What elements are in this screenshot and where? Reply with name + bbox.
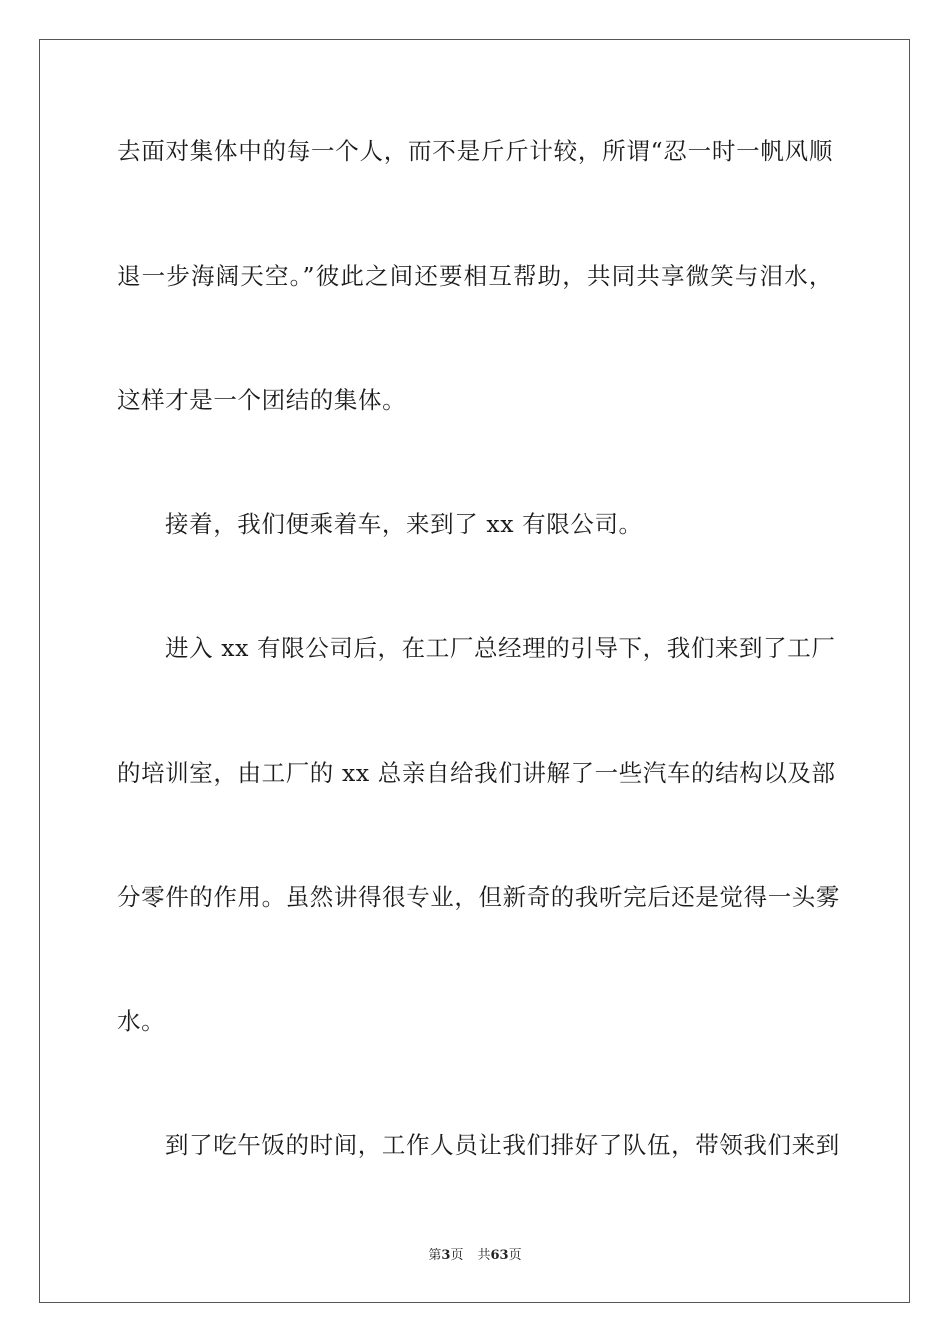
page-number: 3 [441, 1248, 451, 1263]
total-suffix: 页 [508, 1248, 522, 1263]
body-text-line: 水。 [117, 1007, 166, 1035]
page-border [39, 39, 910, 1303]
paragraph-first-line: 进入 xx 有限公司后，在工厂总经理的引导下，我们来到了工厂 [165, 634, 836, 662]
paragraph-first-line: 接着，我们便乘着车，来到了 xx 有限公司。 [165, 510, 643, 538]
body-text-line: 去面对集体中的每一个人，而不是斤斤计较，所谓“忍一时一帆风顺 [117, 137, 833, 165]
paragraph-first-line: 到了吃午饭的时间，工作人员让我们排好了队伍，带领我们来到 [165, 1131, 840, 1159]
body-text-line: 这样才是一个团结的集体。 [117, 386, 407, 414]
page-suffix: 页 [450, 1248, 464, 1263]
total-pages: 63 [490, 1248, 509, 1263]
page-footer [0, 1247, 950, 1265]
body-text-line: 退一步海阔天空。”彼此之间还要相互帮助，共同共享微笑与泪水， [117, 262, 833, 290]
body-text-line: 的培训室，由工厂的 xx 总亲自给我们讲解了一些汽车的结构以及部 [117, 759, 836, 787]
page-prefix: 第 [428, 1248, 442, 1263]
total-prefix: 共 [477, 1248, 491, 1263]
body-text-line: 分零件的作用。虽然讲得很专业，但新奇的我听完后还是觉得一头雾 [117, 883, 840, 911]
